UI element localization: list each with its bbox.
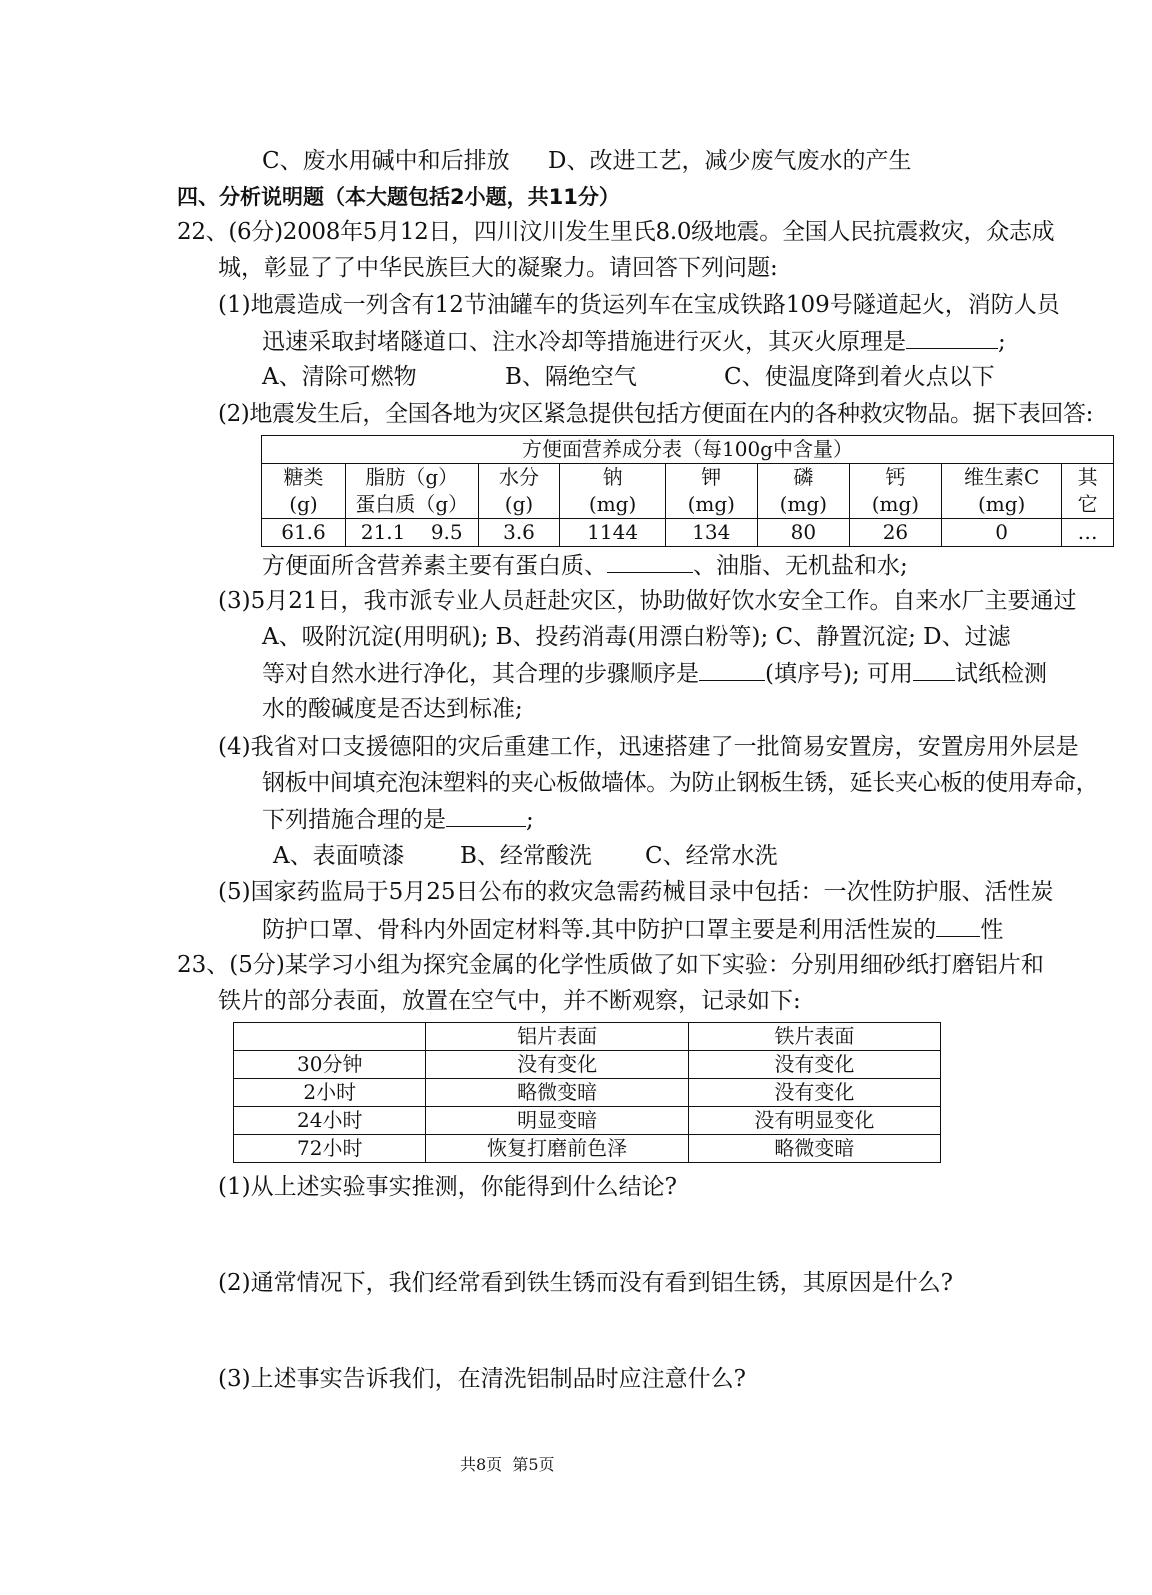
observation-time: 24小时 (234, 1107, 426, 1135)
observation-iron: 没有变化 (688, 1051, 940, 1079)
q22-part1-line2 (262, 326, 1006, 357)
nutrition-header-fat-protein: 脂肪（g） 蛋白质（g） (345, 464, 478, 519)
q22-part3-text-a: 等对自然水进行净化，其合理的步骤顺序是 (262, 661, 699, 687)
q23-intro-line2: 铁片的部分表面，放置在空气中，并不断观察，记录如下: (218, 988, 801, 1014)
q22-part4-text: 下列措施合理的是 (262, 807, 446, 833)
answer-blank[interactable] (607, 550, 693, 573)
q22-intro-line1: 22、(6分)2008年5月12日，四川汶川发生里氏8.0级地震。全国人民抗震救灾，众志成 (177, 219, 1055, 245)
q22-part1-option-b: B、隔绝空气 (505, 364, 637, 390)
observation-aluminum: 略微变暗 (426, 1079, 688, 1107)
nutrition-value: 61.6 (262, 519, 346, 547)
q22-part3-text-c: 试纸检测 (955, 661, 1048, 687)
observation-time: 30分钟 (234, 1051, 426, 1079)
q22-part3-line4: 水的酸碱度是否达到标准; (262, 696, 523, 722)
answer-blank[interactable] (936, 914, 980, 937)
nutrition-value: 134 (665, 519, 757, 547)
nutrition-value: 3.6 (478, 519, 560, 547)
answer-blank[interactable] (906, 326, 998, 349)
nutrition-value: 21.1 9.5 (345, 519, 478, 547)
q22-part2-end: 、油脂、无机盐和水; (693, 553, 908, 579)
nutrition-header-phosphorus: 磷 (mg) (757, 464, 849, 519)
observation-time: 2小时 (234, 1079, 426, 1107)
section-heading: 四、分析说明题（本大题包括2小题，共11分） (177, 185, 620, 209)
q22-part4-option-a: A、表面喷漆 (273, 843, 405, 869)
answer-blank[interactable] (699, 658, 765, 681)
q22-part5-line2 (262, 914, 1003, 945)
q22-part4-line1: (4)我省对口支援德阳的灾后重建工作，迅速搭建了一批简易安置房，安置房用外层是 (218, 734, 1079, 760)
nutrition-header-calcium: 钙 (mg) (849, 464, 941, 519)
q22-part2-line1: (2)地震发生后，全国各地为灾区紧急提供包括方便面在内的各种救灾物品。据下表回答: (218, 401, 1093, 427)
q22-part4-line3 (262, 804, 534, 835)
q22-part4-option-b: B、经常酸洗 (460, 843, 592, 869)
observation-header-aluminum: 铝片表面 (426, 1023, 688, 1051)
nutrition-table-title: 方便面营养成分表（每100g中含量） (262, 436, 1114, 464)
nutrition-header-sugar: 糖类 (g) (262, 464, 346, 519)
q22-part5-text: 防护口罩、骨科内外固定材料等.其中防护口罩主要是利用活性炭的 (262, 917, 937, 943)
nutrition-header-water: 水分 (g) (478, 464, 560, 519)
nutrition-header-potassium: 钾 (mg) (665, 464, 757, 519)
page-footer: 共8页 第5页 (460, 1455, 555, 1474)
observation-header-iron: 铁片表面 (688, 1023, 940, 1051)
metal-observation-table (233, 1022, 941, 1163)
q22-part1-text: 迅速采取封堵隧道口、注水冷却等措施进行灭火，其灭火原理是 (262, 329, 906, 355)
q22-part2-line2 (262, 550, 908, 581)
nutrition-value: 1144 (560, 519, 665, 547)
q22-part1-line1: (1)地震造成一列含有12节油罐车的货运列车在宝成铁路109号隧道起火，消防人员 (218, 292, 1060, 318)
q22-part3-line3 (262, 658, 1047, 689)
q22-part3-line1: (3)5月21日，我市派专业人员赶赴灾区，协助做好饮水安全工作。自来水厂主要通过 (218, 588, 1077, 614)
q22-part5-end: 性 (980, 917, 1004, 943)
nutrition-header-vitamin-c: 维生素C (mg) (941, 464, 1061, 519)
q23-part2: (2)通常情况下，我们经常看到铁生锈而没有看到铝生锈，其原因是什么? (218, 1270, 953, 1296)
observation-time: 72小时 (234, 1135, 426, 1163)
q22-part3-line2: A、吸附沉淀(用明矾); B、投药消毒(用漂白粉等); C、静置沉淀; D、过滤 (262, 624, 1011, 650)
observation-iron: 没有变化 (688, 1079, 940, 1107)
q22-part5-line1: (5)国家药监局于5月25日公布的救灾急需药械目录中包括：一次性防护服、活性炭 (218, 879, 1054, 905)
q21-option-c: C、废水用碱中和后排放 (262, 148, 510, 174)
nutrition-value: 80 (757, 519, 849, 547)
nutrition-header-other: 其 它 (1062, 464, 1114, 519)
observation-iron: 略微变暗 (688, 1135, 940, 1163)
q22-part4-end: ; (526, 807, 534, 833)
q22-part1-option-a: A、清除可燃物 (262, 364, 417, 390)
q21-option-d: D、改进工艺，减少废气废水的产生 (548, 148, 912, 174)
observation-aluminum: 没有变化 (426, 1051, 688, 1079)
nutrition-value: 0 (941, 519, 1061, 547)
observation-header-time (234, 1023, 426, 1051)
observation-iron: 没有明显变化 (688, 1107, 940, 1135)
nutrition-value: 26 (849, 519, 941, 547)
q23-part1: (1)从上述实验事实推测，你能得到什么结论? (218, 1174, 677, 1200)
q22-intro-line2: 城，彰显了了中华民族巨大的凝聚力。请回答下列问题: (218, 255, 778, 281)
q22-part4-line2: 钢板中间填充泡沫塑料的夹心板做墙体。为防止钢板生锈，延长夹心板的使用寿命， (262, 770, 1099, 796)
q22-part1-option-c: C、使温度降到着火点以下 (724, 364, 995, 390)
nutrition-value: … (1062, 519, 1114, 547)
q23-part3: (3)上述事实告诉我们，在清洗铝制品时应注意什么? (218, 1366, 746, 1392)
observation-aluminum: 恢复打磨前色泽 (426, 1135, 688, 1163)
q22-part4-option-c: C、经常水洗 (645, 843, 778, 869)
q22-part2-text: 方便面所含营养素主要有蛋白质、 (262, 553, 607, 579)
q22-part3-text-b: (填序号); 可用 (765, 661, 914, 687)
answer-blank[interactable] (913, 658, 955, 681)
answer-blank[interactable] (446, 804, 526, 827)
q22-part1-end: ; (998, 329, 1006, 355)
nutrition-header-sodium: 钠 (mg) (560, 464, 665, 519)
nutrition-table (261, 435, 1114, 547)
observation-aluminum: 明显变暗 (426, 1107, 688, 1135)
q23-intro-line1: 23、(5分)某学习小组为探究金属的化学性质做了如下实验：分别用细砂纸打磨铝片和 (177, 952, 1044, 978)
